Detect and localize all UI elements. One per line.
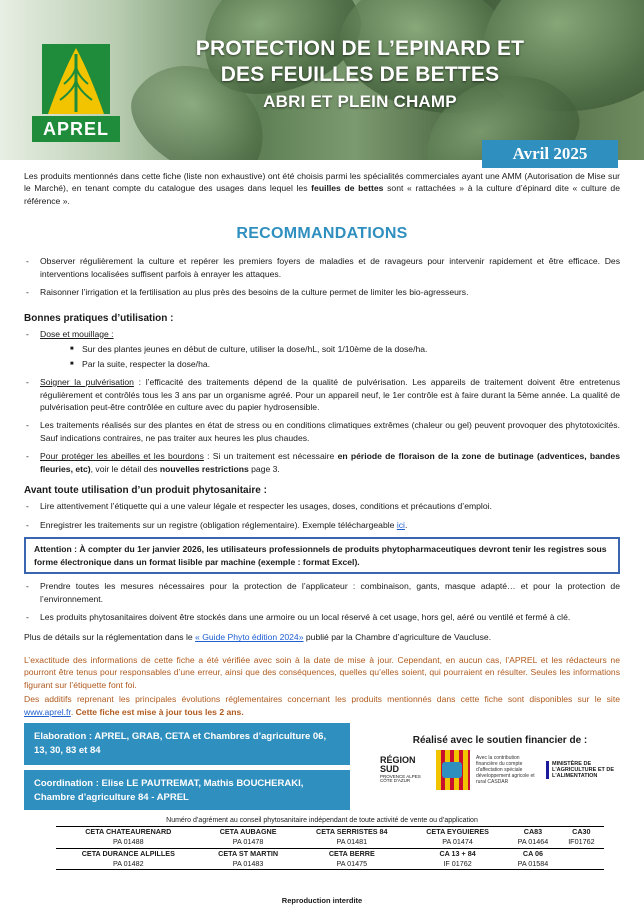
region-name: RÉGION SUD [380,754,416,775]
table-cell: PA 01475 [296,859,408,870]
table-cell: PA 01483 [201,859,296,870]
pulverisation-text: : l’efficacité des traitements dépend de la qualité de pulvérisation. Les appareils de traitement doivent être entretenus régulièrement et contrôlés tous les 3 ans par un organisme agréé. Pour un appareil neuf, le 1er contrôle est à faire durant la 5ème année. La qualité de pulvérisation peut-être contrôlée en culture avec du papier hydrosensible. [40,377,620,412]
additifs-text-sep: . [70,706,76,717]
table-row [56,827,604,838]
avant-utilisation-heading: Avant toute utilisation d’un produit phytosanitaire : [24,485,267,497]
table-cell: CETA BERRE [296,848,408,859]
intro-paragraph [24,170,620,207]
table-cell: CA83 [507,827,559,838]
table-cell: CETA SERRISTES 84 [296,827,408,838]
region-subtitle: PROVENCE ALPES CÔTE D'AZUR [380,773,421,784]
section-title-recommandations: RECOMMANDATIONS [236,225,408,243]
page-title [150,36,570,112]
intro-bold: feuilles de bettes [311,183,384,194]
list-item: - Observer régulièrement la culture et repérer les premiers foyers de maladies et de ravageurs pour intervenir rapidement et être efficace. Des interventions localisées suffisent parfois à enrayer les attaques. [24,255,620,280]
attention-box: Attention : À compter du 1er janvier 2026, les utilisateurs professionnels de produits phytopharmaceutiques devront tenir les registres sous forme électronique dans un format lisible par machine (exemple : format Excel). [24,537,620,574]
list-item [24,519,620,531]
table-cell: CETA DURANCE ALPILLES [56,848,201,859]
table-row [56,837,604,848]
casdar-text: Avec la contribution financière du compte d'affectation spéciale développement agricole et rural CASDAR [476,755,535,785]
table-cell [559,848,604,859]
sponsor-title: Réalisé avec le soutien financier de : [412,735,588,746]
table-cell: IF 01762 [408,859,507,870]
list-item: - Prendre toutes les mesures nécessaires pour la protection de l’applicateur : combinaison, gants, masque adapté… et pour la protection de l’environnement. [24,580,620,605]
dose-label: Dose et mouillage : [40,328,114,339]
logo-text: APREL [32,116,120,142]
intro-text-end: sont « rattachées » à la culture d’épinard dite « culture de référence ». [24,183,620,206]
table-cell: CA 13 + 84 [408,848,507,859]
additifs-text: Des additifs reprenant les principales évolutions réglementaires concernant les produits mentionnés dans cette fiche sont disponibles sur le site [24,694,620,705]
reglementation-text-end: publié par la Chambre d’agriculture de Vaucluse. [303,632,492,643]
page-subtitle: ABRI ET PLEIN CHAMP [263,91,457,111]
dose-bullets [70,343,620,370]
title-line-1: PROTECTION DE L’EPINARD ET [195,37,525,60]
reglementation-paragraph [24,631,620,643]
list-item [24,376,620,413]
bonnes-pratiques-heading: Bonnes pratiques d’utilisation : [24,312,174,324]
table-cell [559,859,604,870]
table-cell: PA 01478 [201,837,296,848]
reglementation-text: Plus de détails sur la réglementation dans le [24,632,196,643]
update-frequency-note: Cette fiche est mise à jour tous les 2 ans. [75,706,244,717]
sponsor-block [380,735,620,790]
region-flag-icon [436,750,470,790]
table-cell: PA 01481 [296,837,408,848]
table-cell: CA30 [559,827,604,838]
table-cell: PA 01464 [507,837,559,848]
list-item: - Les traitements réalisés sur des plantes en état de stress ou en conditions climatiques extrêmes (chaleur ou gel) peuvent provoquer des phytotoxicités. Sauf indications contraires, ne pas traiter aux heures les plus chaudes. [24,419,620,444]
registre-text: Enregistrer les traitements sur un registre (obligation réglementaire). Exemple téléchargeable [40,519,397,530]
abeilles-bold: en période de floraison de la zone de butinage (adventices, bandes fleuries, etc) [40,451,620,474]
table-row [56,848,604,859]
abeilles-text: : Si un traitement est nécessaire [203,451,338,462]
table-cell: PA 01488 [56,837,201,848]
table-cell: CETA CHATEAURENARD [56,827,201,838]
list-item: - Lire attentivement l’étiquette qui a une valeur légale et respecter les usages, doses, conditions et précautions d’emploi. [24,500,620,512]
abeilles-text: page 3. [248,463,280,474]
disclaimer-paragraph: L’exactitude des informations de cette fiche a été vérifiée avec soin à la date de mise à jour. Cependant, en aucun cas, l’APREL et les rédacteurs ne pourront être tenus pour responsables d’une erreur, ainsi que des conséquences, quelles qu’elles soient, qui pourraient en résulter. Seules les informations figurant sur l’étiquette font foi. [24,654,620,690]
list-item [24,328,620,370]
table-cell: CETA EYGUIERES [408,827,507,838]
bullet-item: ■ Sur des plantes jeunes en début de culture, utiliser la dose/hL, soit 1/10ème de la dose/ha. [70,343,620,355]
reproduction-notice: Reproduction interdite [281,896,363,905]
abeilles-bold: nouvelles restrictions [159,463,249,474]
avant-utilisation-list-2 [24,580,620,623]
main-content [24,170,620,718]
table-cell: CA 06 [507,848,559,859]
pulverisation-label: Soigner la pulvérisation [40,377,134,388]
recommandations-list [24,255,620,298]
aprel-logo [32,44,120,142]
table-cell: PA 01584 [507,859,559,870]
intro-text: Les produits mentionnés dans cette fiche (liste non exhaustive) ont été choisis parmi les spécialités commerciales ayant une AMM (Autorisation de Mise sur le Marché), en tenant compte du catalogue des usages dans lequel les [24,171,620,194]
ministere-logo: MINISTÈRE DE L'AGRICULTURE ET DE L'ALIMENTATION [546,761,616,780]
date-badge: Avril 2025 [482,140,618,168]
aprel-website-link[interactable]: www.aprel.fr [24,706,71,717]
abeilles-text: , voir le détail des [90,463,160,474]
agrement-table [56,826,604,870]
bonnes-pratiques-list [24,328,620,476]
table-cell: PA 01474 [408,837,507,848]
avant-utilisation-list [24,500,620,531]
wheat-logo-icon [42,44,110,114]
list-item: - Les produits phytosanitaires doivent être stockés dans une armoire ou un local réservé à cet usage, hors gel, aéré ou ventilé et fermé à clé. [24,611,620,623]
table-cell: PA 01482 [56,859,201,870]
list-item [24,450,620,475]
elaboration-box: Elaboration : APREL, GRAB, CETA et Chambres d’agriculture 06, 13, 30, 83 et 84 [24,723,350,765]
coordination-box: Coordination : Elise LE PAUTREMAT, Mathis BOUCHERAKI, Chambre d’agriculture 84 - APREL [24,770,350,810]
title-line-2: DES FEUILLES DE BETTES [220,63,500,87]
table-cell: CETA ST MARTIN [201,848,296,859]
table-cell: IF01762 [559,837,604,848]
registre-text-end: . [404,519,408,530]
guide-phyto-link[interactable]: « Guide Phyto édition 2024» [195,632,304,643]
table-cell: CETA AUBAGNE [201,827,296,838]
list-item: - Raisonner l’irrigation et la fertilisation au plus près des besoins de la culture permet de limiter les bio-agresseurs. [24,286,620,298]
additifs-paragraph [24,693,620,718]
registre-download-link[interactable]: ici [396,519,405,530]
agrement-caption: Numéro d’agrément au conseil phytosanitaire indépendant de toute activité de vente ou d’application [166,817,478,824]
sponsor-logos [380,750,620,790]
table-row [56,859,604,870]
abeilles-label: Pour protéger les abeilles et les bourdons [40,451,204,462]
region-sud-logo [380,756,430,784]
bullet-item: ■ Par la suite, respecter la dose/ha. [70,358,620,370]
